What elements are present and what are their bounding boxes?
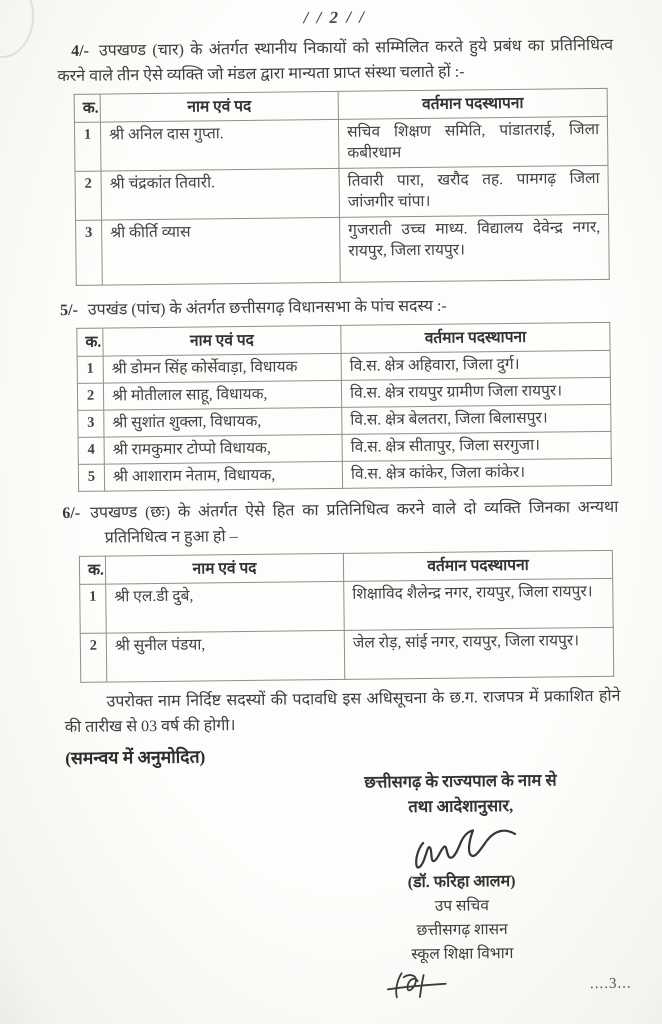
column-header-posting: वर्तमान पदस्थापना <box>341 322 610 353</box>
table-row <box>74 116 608 171</box>
cell-serial: 5 <box>78 464 104 491</box>
closing-paragraph: उपरोक्त नाम निर्दिष्ट सदस्यों की पदावधि इस अधिसूचना के छ.ग. राजपत्र में प्रकाशित होने की तारीख से 03 वर्ष की होगी। <box>64 687 621 737</box>
section-4-table <box>74 88 610 286</box>
cell-posting: वि.स. क्षेत्र कांकेर, जिला कांकेर। <box>342 458 611 488</box>
cell-posting: वि.स. क्षेत्र रायपुर ग्रामीण जिला रायपुर। <box>341 377 610 407</box>
table-row <box>78 458 611 491</box>
column-header-serial: क. <box>74 94 100 122</box>
column-header-serial: क. <box>77 328 103 356</box>
section-5-number: 5/- <box>59 301 78 320</box>
cell-posting: शिक्षाविद शैलेन्द्र नगर, रायपुर, जिला रायपुर। <box>344 578 614 630</box>
cell-name: श्री रामकुमार टोप्पो विधायक, <box>104 434 342 464</box>
signatory-name: (डॉ. फरिहा आलम) <box>407 872 516 892</box>
cell-posting: वि.स. क्षेत्र बेलतरा, जिला बिलासपुर। <box>342 404 611 434</box>
signatory-government: छत्तीसगढ़ शासन <box>416 921 508 940</box>
table-row <box>80 627 614 682</box>
continuation-page-ref: ....3... <box>589 975 632 992</box>
section-6-paragraph <box>62 495 619 551</box>
section-5-paragraph <box>60 292 616 323</box>
section-6-number: 6/- <box>62 504 81 523</box>
cell-serial: 3 <box>78 410 104 437</box>
cell-serial: 2 <box>75 171 102 220</box>
authority-line-1: छत्तीसगढ़ के राज्यपाल के नाम से <box>364 770 557 792</box>
column-header-posting: वर्तमान पदस्थापना <box>343 550 612 581</box>
signatory-department: स्कूल शिक्षा विभाग <box>411 944 514 964</box>
signature-image <box>306 819 617 873</box>
section-5-text: उपखंड (पांच) के अंतर्गत छत्तीसगढ़ विधानसभा के पांच सदस्य :- <box>87 297 447 319</box>
column-header-name: नाम एवं पद <box>103 325 341 356</box>
signature-stroke <box>401 822 522 871</box>
signatory-designation: उप सचिव <box>434 897 490 915</box>
cell-serial: 3 <box>76 220 103 285</box>
cell-serial: 1 <box>74 122 101 171</box>
column-header-posting: वर्तमान पदस्थापना <box>338 88 607 119</box>
cell-name: श्री सुनील पंडया, <box>106 630 345 682</box>
cell-name: श्री अनिल दास गुप्ता. <box>100 119 339 171</box>
table-row <box>76 214 610 285</box>
cell-serial: 4 <box>78 437 104 464</box>
cell-posting: सचिव शिक्षण समिति, पांडातराई, जिला कबीरधाम <box>338 116 608 168</box>
table-row <box>80 578 614 633</box>
page-footer-row <box>308 965 632 1007</box>
cell-name: श्री सुशांत शुक्ला, विधायक, <box>104 407 342 437</box>
cell-posting: जेल रोड़, सांई नगर, रायपुर, जिला रायपुर। <box>344 627 614 679</box>
section-6-table <box>79 550 614 683</box>
cell-name: श्री कीर्ति व्यास <box>102 217 341 285</box>
cell-posting: तिवारी पारा, खरौद तह. पामगढ़ जिला जांजगीर चांपा। <box>339 165 609 217</box>
column-header-serial: क. <box>79 556 105 584</box>
cell-posting: वि.स. क्षेत्र अहिवारा, जिला दुर्ग। <box>341 350 610 380</box>
column-header-name: नाम एवं पद <box>105 553 343 584</box>
section-5-table <box>76 322 612 492</box>
section-4-number: 4/- <box>71 42 90 60</box>
cell-serial: 2 <box>80 633 107 682</box>
initial-signature-stroke <box>380 966 458 1001</box>
section-4-text: उपखण्ड (चार) के अंतर्गत स्थानीय निकायों को सम्मिलित करते हुये प्रबंध का प्रतिनिधित्व करने वाले तीन ऐसे व्यक्ति जो मंडल द्वारा मान्यता प्राप्त संस्था चलाते हों :- <box>57 36 614 86</box>
cell-posting: गुजराती उच्च माध्य. विद्यालय देवेन्द्र नगर, रायपुर, जिला रायपुर। <box>340 214 610 282</box>
authority-line-2: तथा आदेशानुसार, <box>408 795 514 817</box>
signature-block <box>305 767 632 1007</box>
column-header-name: नाम एवं पद <box>100 91 338 122</box>
cell-posting: वि.स. क्षेत्र सीतापुर, जिला सरगुजा। <box>342 431 611 461</box>
cell-name: श्री चंद्रकांत तिवारी. <box>101 168 340 220</box>
section-6-text: उपखण्ड (छः) के अंतर्गत ऐसे हित का प्रतिनिधित्व करने वाले दो व्यक्ति जिनका अन्यथा प्रतिनिधित्व न हुआ हो – <box>90 498 619 547</box>
section-4-paragraph <box>57 33 614 89</box>
cell-name: श्री मोतीलाल साहू, विधायक, <box>103 380 341 410</box>
table-row <box>75 165 609 220</box>
cell-serial: 1 <box>77 356 103 383</box>
approval-note: (समन्वय में अनुमोदित) <box>65 746 206 769</box>
cell-name: श्री आशाराम नेताम, विधायक, <box>104 461 342 491</box>
cell-name: श्री एल.डी दुबे, <box>106 581 345 633</box>
cell-serial: 1 <box>80 584 107 633</box>
initial-signature-image <box>380 966 458 1006</box>
cell-serial: 2 <box>77 383 103 410</box>
cell-name: श्री डोमन सिंह कोर्सेवाड़ा, विधायक <box>103 353 341 383</box>
page-number: / / 2 / / <box>303 7 367 28</box>
